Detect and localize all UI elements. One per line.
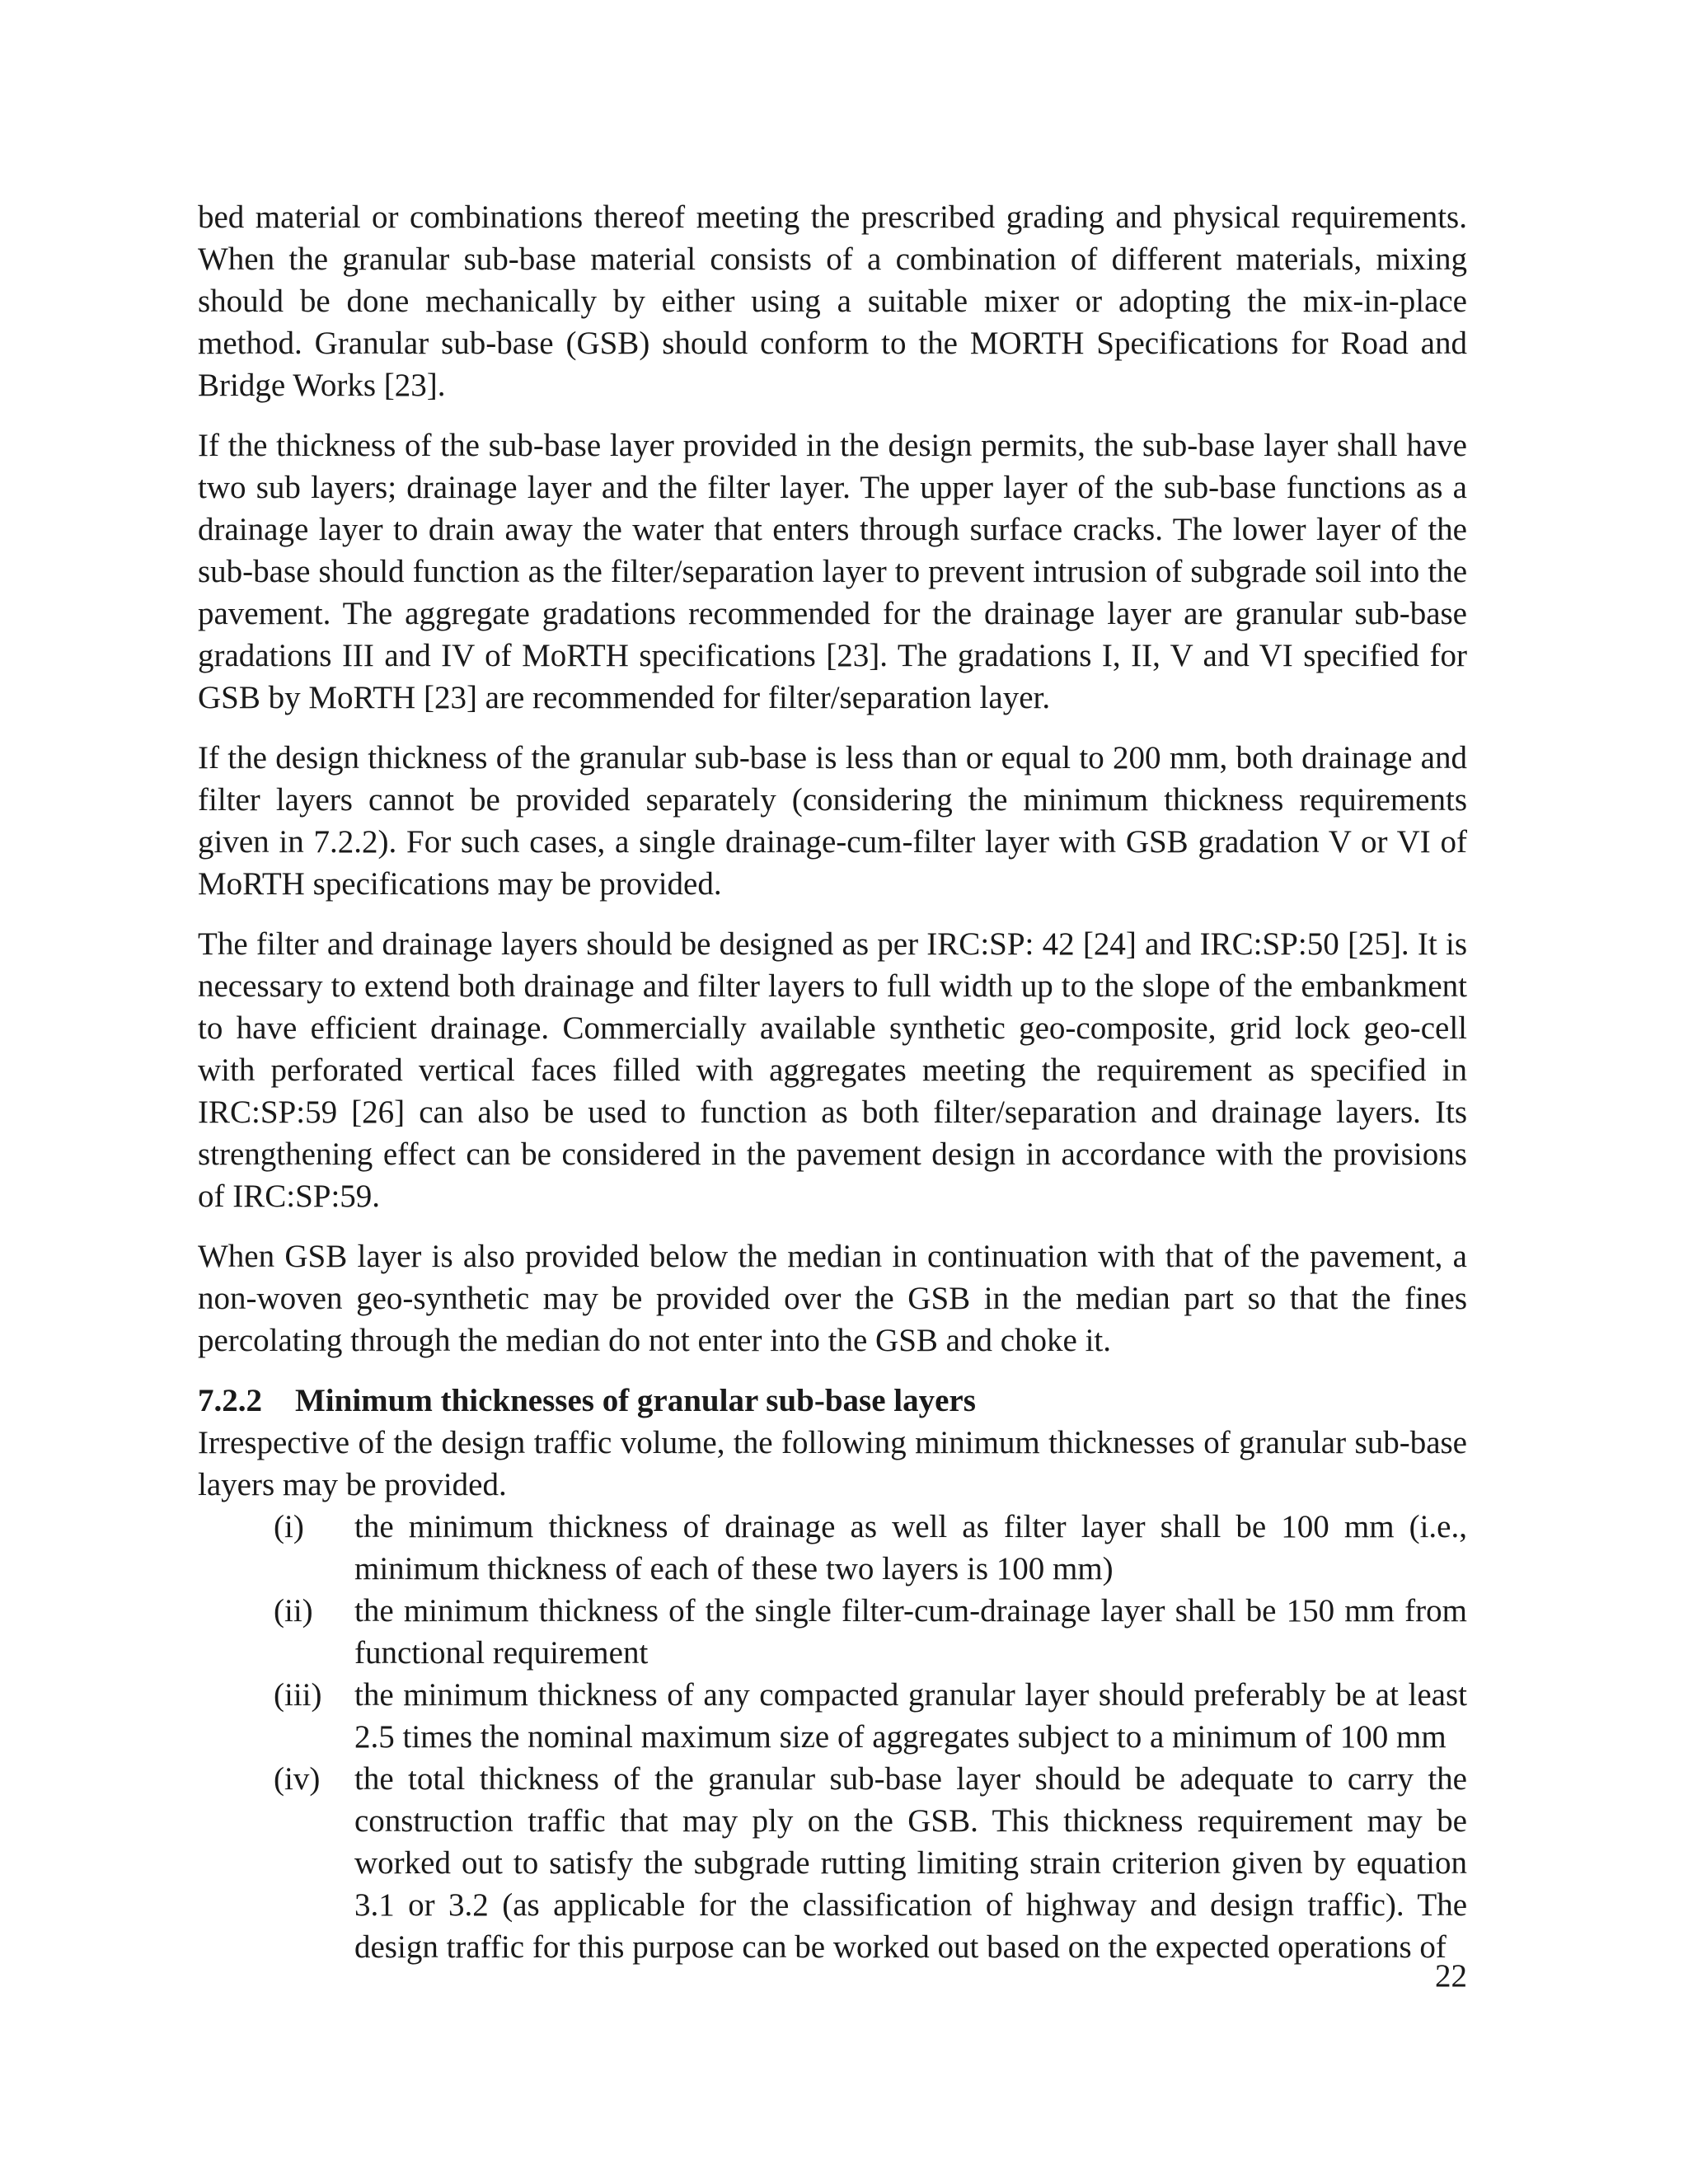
paragraph-sub-base-layers: If the thickness of the sub-base layer provided in the design permits, the sub-base layer shall have two sub layers; drainage layer and the filter layer. The upper layer of the sub-base functions as a drainage layer to drain away the water that enters through surface cracks. The lower layer of the sub-base should function as the filter/separation layer to prevent intrusion of subgrade soil into the pavement. The aggregate gradations recommended for the drainage layer are granular sub-base gradations III and IV of MoRTH specifications [23]. The gradations I, II, V and VI specified for GSB by MoRTH [23] are recommended for filter/separation layer.: [198, 428, 1467, 715]
section-heading: [198, 1380, 1467, 1422]
section-intro: Irrespective of the design traffic volume, the following minimum thicknesses of granular sub-base layers may be provided.: [198, 1425, 1467, 1502]
list-marker: (ii): [274, 1593, 313, 1629]
page-body: [198, 196, 1467, 1968]
list-marker: (i): [274, 1509, 304, 1544]
list-marker: (iii): [274, 1677, 322, 1713]
section-title: Minimum thicknesses of granular sub-base layers: [295, 1383, 976, 1418]
list-marker: (iv): [274, 1761, 321, 1797]
list-item: [198, 1590, 1467, 1674]
list-item: [198, 1758, 1467, 1968]
paragraph-filter-drainage-design: The filter and drainage layers should be designed as per IRC:SP: 42 [24] and IRC:SP:50 [25]. It is necessary to extend both drainage and filter layers to full width up to the slope of the embankment to have efficient drainage. Commercially available synthetic geo-composite, grid lock geo-cell with perforated vertical faces filled with aggregates meeting the requirement as specified in IRC:SP:59 [26] can also be used to function as both filter/separation and drainage layers. Its strengthening effect can be considered in the pavement design in accordance with the provisions of IRC:SP:59.: [198, 926, 1467, 1214]
list-item-text: the minimum thickness of the single filter-cum-drainage layer shall be 150 mm from functional requirement: [354, 1593, 1467, 1671]
list-item-text: the minimum thickness of drainage as well as filter layer shall be 100 mm (i.e., minimum thickness of each of these two layers is 100 mm): [354, 1509, 1467, 1586]
list-item: [198, 1506, 1467, 1590]
requirements-list: [198, 1506, 1467, 1968]
list-item: [198, 1674, 1467, 1758]
page-number: 22: [1435, 1958, 1467, 1994]
paragraph-design-thickness: If the design thickness of the granular sub-base is less than or equal to 200 mm, both drainage and filter layers cannot be provided separately (considering the minimum thickness requirements given in 7.2.2). For such cases, a single drainage-cum-filter layer with GSB gradation V or VI of MoRTH specifications may be provided.: [198, 740, 1467, 902]
paragraph-gsb-material: bed material or combinations thereof meeting the prescribed grading and physical requirements. When the granular sub-base material consists of a combination of different materials, mixing should be done mechanically by either using a suitable mixer or adopting the mix-in-place method. Granular sub-base (GSB) should conform to the MORTH Specifications for Road and Bridge Works [23].: [198, 199, 1467, 403]
section-number: 7.2.2: [198, 1383, 262, 1418]
list-item-text: the total thickness of the granular sub-base layer should be adequate to carry the construction traffic that may ply on the GSB. This thickness requirement may be worked out to satisfy the subgrade rutting limiting strain criterion given by equation 3.1 or 3.2 (as applicable for the classification of highway and design traffic). The design traffic for this purpose can be worked out based on the expected operations of: [354, 1761, 1467, 1965]
list-item-text: the minimum thickness of any compacted granular layer should preferably be at least 2.5 times the nominal maximum size of aggregates subject to a minimum of 100 mm: [354, 1677, 1467, 1755]
paragraph-median-gsb: When GSB layer is also provided below the median in continuation with that of the pavement, a non-woven geo-synthetic may be provided over the GSB in the median part so that the fines percolating through the median do not enter into the GSB and choke it.: [198, 1239, 1467, 1358]
